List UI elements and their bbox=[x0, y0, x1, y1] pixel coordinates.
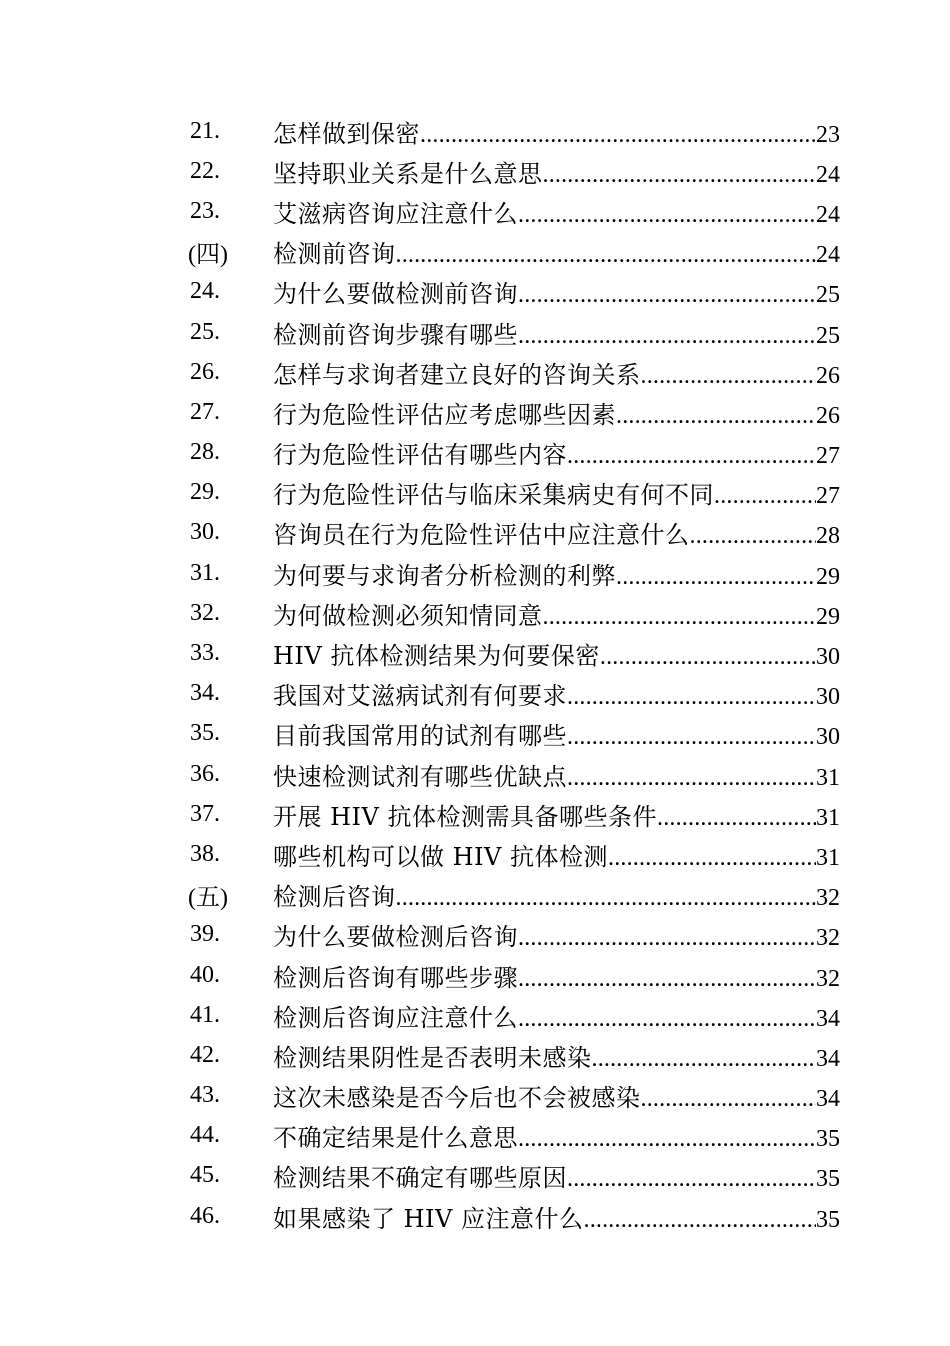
toc-entry-line bbox=[273, 556, 840, 591]
toc-dot-leader bbox=[616, 564, 816, 591]
toc-entry-title: HIV 抗体检测结果为何要保密 bbox=[273, 642, 600, 671]
toc-entry-title: 检测后咨询应注意什么 bbox=[273, 1003, 518, 1032]
toc-page-number: 32 bbox=[816, 885, 840, 912]
toc-entry-line bbox=[273, 154, 840, 189]
toc-entry-row[interactable] bbox=[0, 392, 950, 432]
toc-page-number: 29 bbox=[816, 603, 840, 630]
toc-dot-leader bbox=[567, 1166, 816, 1193]
toc-entry-line bbox=[273, 917, 840, 952]
toc-entry-number: 21. bbox=[190, 117, 220, 144]
toc-entry-row[interactable] bbox=[0, 593, 950, 633]
toc-page-number: 24 bbox=[816, 201, 840, 228]
toc-entry-title: 行为危险性评估与临床采集病史有何不同 bbox=[273, 481, 714, 510]
toc-page-number: 30 bbox=[816, 644, 840, 671]
toc-page-number: 35 bbox=[816, 1166, 840, 1193]
toc-dot-leader bbox=[657, 805, 816, 832]
toc-entry-title: 行为危险性评估应考虑哪些因素 bbox=[273, 400, 616, 429]
toc-entry-title: 为何做检测必须知情同意 bbox=[273, 601, 543, 630]
toc-page-number: 24 bbox=[816, 242, 840, 269]
toc-dot-leader bbox=[518, 966, 816, 993]
toc-page-number: 34 bbox=[816, 1045, 840, 1072]
toc-page-number: 25 bbox=[816, 282, 840, 309]
toc-entry-number: 35. bbox=[190, 720, 220, 747]
toc-entry-number: 37. bbox=[190, 800, 220, 827]
toc-dot-leader bbox=[567, 765, 816, 792]
toc-entry-number: 40. bbox=[190, 961, 220, 988]
toc-entry-row[interactable] bbox=[0, 1156, 950, 1196]
toc-entry-line bbox=[273, 636, 840, 671]
toc-entry-line bbox=[273, 1038, 840, 1073]
toc-entry-number: 44. bbox=[190, 1122, 220, 1149]
toc-page-number: 25 bbox=[816, 322, 840, 349]
toc-entry-title: 为何要与求询者分析检测的利弊 bbox=[273, 561, 616, 590]
toc-section-row[interactable] bbox=[0, 875, 950, 915]
toc-entry-title: 目前我国常用的试剂有哪些 bbox=[273, 722, 567, 751]
toc-entry-number: 26. bbox=[190, 358, 220, 385]
toc-entry-row[interactable] bbox=[0, 674, 950, 714]
toc-entry-title: 快速检测试剂有哪些优缺点 bbox=[273, 762, 567, 791]
toc-dot-leader bbox=[396, 242, 817, 269]
toc-page-number: 34 bbox=[816, 1005, 840, 1032]
toc-entry-row[interactable] bbox=[0, 1035, 950, 1075]
toc-page-number: 32 bbox=[816, 925, 840, 952]
toc-dot-leader bbox=[420, 122, 816, 149]
toc-page-number: 29 bbox=[816, 563, 840, 590]
toc-entry-line bbox=[273, 998, 840, 1033]
toc-dot-leader bbox=[567, 443, 816, 470]
toc-entry-line bbox=[273, 114, 840, 149]
toc-entry-title: 检测后咨询有哪些步骤 bbox=[273, 963, 518, 992]
toc-entry-row[interactable] bbox=[0, 995, 950, 1035]
toc-entry-row[interactable] bbox=[0, 553, 950, 593]
toc-entry-title: 检测前咨询步骤有哪些 bbox=[273, 320, 518, 349]
toc-entry-row[interactable] bbox=[0, 714, 950, 754]
toc-page-number: 32 bbox=[816, 965, 840, 992]
toc-entry-number: 38. bbox=[190, 840, 220, 867]
toc-dot-leader bbox=[518, 1006, 816, 1033]
toc-entry-title: 开展 HIV 抗体检测需具备哪些条件 bbox=[273, 802, 657, 831]
toc-entry-row[interactable] bbox=[0, 191, 950, 231]
toc-page-number: 24 bbox=[816, 161, 840, 188]
toc-dot-leader bbox=[396, 885, 817, 912]
toc-entry-line bbox=[273, 676, 840, 711]
toc-entry-title: 这次未感染是否今后也不会被感染 bbox=[273, 1084, 641, 1113]
toc-entry-number: 46. bbox=[190, 1202, 220, 1229]
toc-entry-line bbox=[273, 194, 840, 229]
toc-dot-leader bbox=[567, 684, 816, 711]
toc-entry-line bbox=[273, 435, 840, 470]
toc-page-number: 35 bbox=[816, 1126, 840, 1153]
toc-entry-line bbox=[273, 1199, 840, 1234]
toc-entry-title: 咨询员在行为危险性评估中应注意什么 bbox=[273, 521, 690, 550]
toc-page-number: 31 bbox=[816, 804, 840, 831]
toc-page-number: 26 bbox=[816, 402, 840, 429]
toc-page-number: 31 bbox=[816, 764, 840, 791]
toc-dot-leader bbox=[567, 724, 816, 751]
toc-dot-leader bbox=[616, 403, 816, 430]
toc-dot-leader bbox=[518, 282, 816, 309]
toc-entry-title: 检测前咨询 bbox=[273, 240, 396, 269]
toc-page-number: 31 bbox=[816, 844, 840, 871]
toc-entry-row[interactable] bbox=[0, 473, 950, 513]
toc-entry-title: 哪些机构可以做 HIV 抗体检测 bbox=[273, 842, 608, 871]
toc-entry-title: 检测后咨询 bbox=[273, 883, 396, 912]
toc-entry-title: 艾滋病咨询应注意什么 bbox=[273, 199, 518, 228]
toc-entry-row[interactable] bbox=[0, 955, 950, 995]
toc-entry-number: 39. bbox=[190, 921, 220, 948]
toc-entry-row[interactable] bbox=[0, 915, 950, 955]
toc-dot-leader bbox=[600, 644, 816, 671]
toc-entry-line bbox=[273, 395, 840, 430]
toc-dot-leader bbox=[592, 1046, 817, 1073]
toc-entry-number: 43. bbox=[190, 1082, 220, 1109]
toc-entry-title: 检测结果阴性是否表明未感染 bbox=[273, 1043, 592, 1072]
toc-dot-leader bbox=[543, 162, 817, 189]
toc-entry-number: 23. bbox=[190, 197, 220, 224]
toc-entry-number: 45. bbox=[190, 1162, 220, 1189]
toc-entry-row[interactable] bbox=[0, 633, 950, 673]
toc-dot-leader bbox=[714, 483, 816, 510]
toc-dot-leader bbox=[608, 845, 816, 872]
toc-dot-leader bbox=[641, 1086, 817, 1113]
toc-entry-title: 为什么要做检测后咨询 bbox=[273, 923, 518, 952]
toc-section-number: (五) bbox=[188, 885, 228, 912]
toc-entry-line bbox=[273, 1158, 840, 1193]
toc-entry-number: 32. bbox=[190, 599, 220, 626]
toc-entry-line bbox=[273, 716, 840, 751]
toc-entry-row[interactable] bbox=[0, 352, 950, 392]
toc-entry-line bbox=[273, 234, 840, 269]
toc-entry-title: 不确定结果是什么意思 bbox=[273, 1124, 518, 1153]
toc-entry-row[interactable] bbox=[0, 794, 950, 834]
toc-page-number: 30 bbox=[816, 684, 840, 711]
toc-entry-title: 我国对艾滋病试剂有何要求 bbox=[273, 682, 567, 711]
toc-entry-line bbox=[273, 1118, 840, 1153]
toc-entry-line bbox=[273, 877, 840, 912]
toc-entry-row[interactable] bbox=[0, 513, 950, 553]
toc-entry-number: 30. bbox=[190, 519, 220, 546]
toc-entry-number: 31. bbox=[190, 559, 220, 586]
toc-entry-number: 27. bbox=[190, 398, 220, 425]
toc-entry-line bbox=[273, 355, 840, 390]
toc-entry-row[interactable] bbox=[0, 151, 950, 191]
toc-entry-number: 28. bbox=[190, 439, 220, 466]
toc-page-number: 35 bbox=[816, 1206, 840, 1233]
toc-page-number: 27 bbox=[816, 443, 840, 470]
toc-section-row[interactable] bbox=[0, 232, 950, 272]
toc-entry-line bbox=[273, 315, 840, 350]
toc-entry-number: 34. bbox=[190, 680, 220, 707]
toc-page-number: 30 bbox=[816, 724, 840, 751]
toc-entry-line bbox=[273, 596, 840, 631]
toc-entry-number: 41. bbox=[190, 1001, 220, 1028]
toc-dot-leader bbox=[543, 604, 817, 631]
toc-entry-line bbox=[273, 837, 840, 872]
toc-entry-number: 24. bbox=[190, 278, 220, 305]
toc-page-number: 28 bbox=[816, 523, 840, 550]
toc-dot-leader bbox=[518, 925, 816, 952]
toc-entry-line bbox=[273, 757, 840, 792]
toc-dot-leader bbox=[641, 363, 817, 390]
toc-entry-line bbox=[273, 958, 840, 993]
toc-entry-row[interactable] bbox=[0, 1116, 950, 1156]
toc-entry-title: 坚持职业关系是什么意思 bbox=[273, 159, 543, 188]
toc-entry-line bbox=[273, 797, 840, 832]
table-of-contents bbox=[0, 111, 950, 1236]
toc-entry-line bbox=[273, 475, 840, 510]
toc-entry-number: 33. bbox=[190, 640, 220, 667]
toc-page-number: 27 bbox=[816, 483, 840, 510]
toc-entry-row[interactable] bbox=[0, 272, 950, 312]
toc-entry-title: 怎样做到保密 bbox=[273, 119, 420, 148]
toc-dot-leader bbox=[518, 1126, 816, 1153]
toc-entry-row[interactable] bbox=[0, 312, 950, 352]
toc-entry-title: 怎样与求询者建立良好的咨询关系 bbox=[273, 360, 641, 389]
toc-page-number: 26 bbox=[816, 362, 840, 389]
toc-entry-number: 36. bbox=[190, 760, 220, 787]
toc-dot-leader bbox=[584, 1207, 817, 1234]
toc-entry-row[interactable] bbox=[0, 834, 950, 874]
toc-entry-line bbox=[273, 274, 840, 309]
toc-dot-leader bbox=[518, 202, 816, 229]
toc-entry-title: 如果感染了 HIV 应注意什么 bbox=[273, 1204, 584, 1233]
toc-dot-leader bbox=[690, 523, 817, 550]
toc-section-number: (四) bbox=[188, 242, 228, 269]
toc-entry-title: 为什么要做检测前咨询 bbox=[273, 280, 518, 309]
toc-entry-row[interactable] bbox=[0, 1076, 950, 1116]
toc-entry-row[interactable] bbox=[0, 111, 950, 151]
toc-entry-number: 25. bbox=[190, 318, 220, 345]
toc-entry-row[interactable] bbox=[0, 1196, 950, 1236]
toc-entry-number: 42. bbox=[190, 1041, 220, 1068]
toc-entry-line bbox=[273, 1078, 840, 1113]
toc-entry-number: 22. bbox=[190, 157, 220, 184]
toc-entry-row[interactable] bbox=[0, 754, 950, 794]
toc-page-number: 23 bbox=[816, 121, 840, 148]
toc-dot-leader bbox=[518, 323, 816, 350]
toc-entry-title: 行为危险性评估有哪些内容 bbox=[273, 441, 567, 470]
toc-entry-title: 检测结果不确定有哪些原因 bbox=[273, 1164, 567, 1193]
toc-page-number: 34 bbox=[816, 1086, 840, 1113]
toc-entry-row[interactable] bbox=[0, 433, 950, 473]
toc-entry-line bbox=[273, 515, 840, 550]
toc-entry-number: 29. bbox=[190, 479, 220, 506]
